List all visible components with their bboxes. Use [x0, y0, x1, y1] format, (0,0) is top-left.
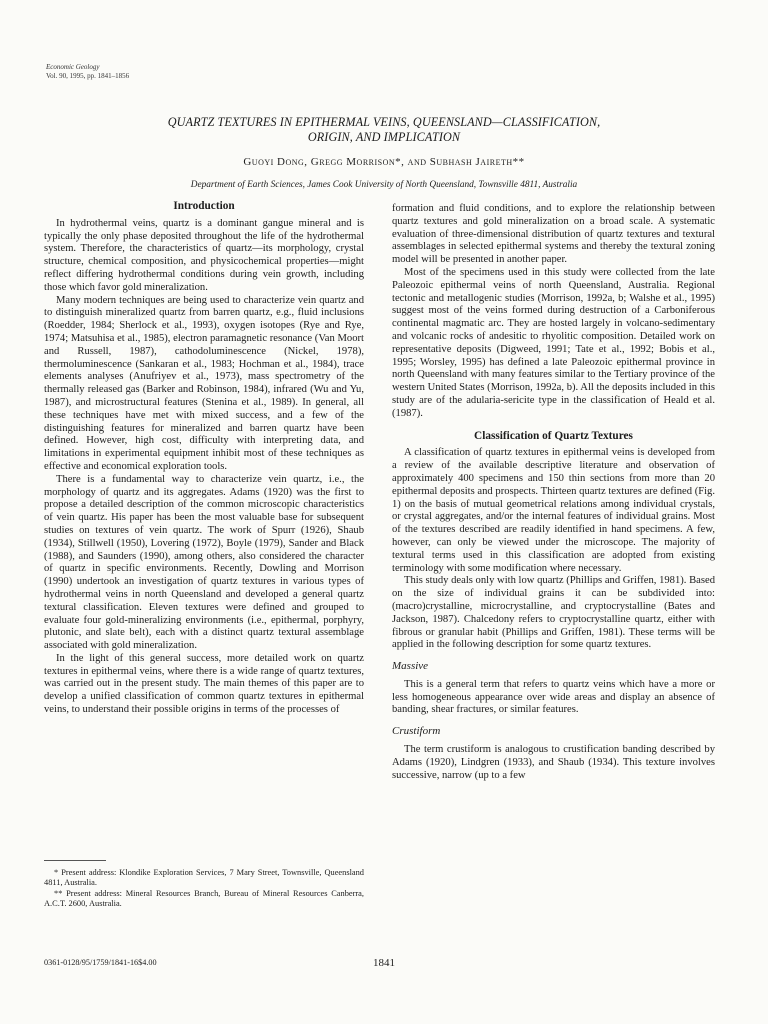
paragraph: The term crustiform is analogous to crustification banding described by Adams (1920), Lindgren (1933), and Shaub (1934). This texture involves successive, narrow (up to a few — [392, 744, 715, 781]
journal-name: Economic Geology — [46, 63, 100, 71]
section-heading-introduction: Introduction — [173, 200, 235, 212]
paragraph: In the light of this general success, more detailed work on quartz textures in epithermal veins, where there is a wide range of quartz textures, was carried out in the present study. The main themes of this paper are to develop a unified classification of common quartz textures in epithermal veins, to understand their possible origins in terms of the processes of — [44, 652, 364, 716]
right-column — [392, 203, 715, 782]
paragraph: Many modern techniques are being used to characterize vein quartz and to distinguish mineralized quartz from barren quartz, e.g., fluid inclusions (Roedder, 1984; Sherlock et al., 1993), oxygen isotopes (Rye and Rye, 1974; Matsuhisa et al., 1985), electron paramagnetic resonance (Van Moort and Russell, 1987), cathodoluminescence (Nickel, 1978), thermoluminescence (Sankaran et al., 1983; Hochman et al., 1984), trace elements analyses (Anufriyev et al., 1973), mass spectrometry of the thermally released gas (Barker and Robinson, 1984), infrared (Wu and Yu, 1987), and microstructural features (Stenina et al., 1989). In general, all these techniques have met with mixed success, and a few of the distinguishing features for mineralized and barren quartz have been defined. However, high cost, difficulty with interpreting data, and limitations in experimental equipment inhibit most of these techniques as effective and economical exploration tools. — [44, 294, 364, 472]
journal-citation — [46, 63, 129, 80]
paragraph: Most of the specimens used in this study were collected from the late Paleozoic epithermal veins of north Queensland, Australia. Regional tectonic and metallogenic studies (Morrison, 1992a, b; Walshe et al., 1995) suggest most of the veins formed during destruction of a Carboniferous continental magmatic arc. They are hosted largely in volcano-sedimentary and volcanic rocks of andesitic to rhyolitic composition. Detailed work on representative deposits (Digweed, 1991; Tate et al., 1992; Bobis et al., 1995; Worsley, 1995) has defined a late Paleozoic epithermal province in north Queensland with many features similar to the Tertiary province of the western United States (Morrison, 1992a, b). All the deposits included in this study are of the adularia-sericite type in the classification of Heald et al. (1987). — [392, 266, 715, 419]
subheading-massive: Massive — [392, 660, 429, 673]
paragraph: There is a fundamental way to characterize vein quartz, i.e., the morphology of quartz and its aggregates. Adams (1920) was the first to propose a detailed description of the common microscopic characteristics of vein quartz. His paper has been the most valuable base for subsequent studies on textures of vein quartz. The work of Spurr (1926), Shaub (1934), Stillwell (1950), Lovering (1972), Boyle (1979), Sander and Black (1988), and Saunders (1990), among others, also considered the character of quartz in specific environments. Recently, Dowling and Morrison (1990) undertook an investigation of quartz textures in various types of hydrothermal veins in north Queensland and developed a general quartz textural classification. Eleven textures were defined and grouped to evaluate four gold-mineralizing environments (i.e., epithermal, porphyry, plutonic, and slate belt), each with a distinct quartz textural assemblage associated with gold mineralization. — [44, 473, 364, 652]
title-line-2: ORIGIN, AND IMPLICATION — [307, 129, 461, 144]
footnotes — [44, 868, 364, 910]
left-column — [44, 200, 364, 717]
footnote: * Present address: Klondike Exploration Services, 7 Mary Street, Townsville, Queensland 4811, Australia. — [44, 868, 364, 888]
section-heading-classification: Classification of Quartz Textures — [474, 429, 633, 442]
paragraph: formation and fluid conditions, and to explore the relationship between quartz textures and gold mineralization on a broad scale. A systematic evaluation of three-dimensional distribution of quartz textures and textural assemblages in selected epithermal systems and thereby the textural zoning model will be presented in another paper. — [392, 203, 715, 266]
paragraph: This is a general term that refers to quartz veins which have a more or less homogeneous appearance over wide areas and display an absence of banding, shear fractures, or similar features. — [392, 678, 715, 716]
issn-code: 0361-0128/95/1759/1841-16$4.00 — [44, 958, 157, 967]
title-line-1: QUARTZ TEXTURES IN EPITHERMAL VEINS, QUEENSLAND—CLASSIFICATION, — [167, 115, 601, 129]
authors: Guoyi Dong, Gregg Morrison*, and Subhash Jaireth** — [243, 156, 525, 168]
journal-volume: Vol. 90, 1995, pp. 1841–1856 — [46, 71, 130, 80]
paper-title — [100, 115, 668, 144]
paragraph: In hydrothermal veins, quartz is a dominant gangue mineral and is typically the only phase deposited throughout the life of the hydrothermal system. Therefore, the characteristics of quartz—its morphology, crystal structure, chemical composition, and physicochemical properties—might reflect differing hydrothermal conditions during vein growth, including those which favor gold mineralization. — [44, 217, 364, 293]
paragraph: This study deals only with low quartz (Phillips and Griffen, 1981). Based on the size of individual grains it can be subdivided into: (macro)crystalline, microcrystalline, and cryptocrystalline (Bates and Jackson, 1987). Chalcedony refers to cryptocrystalline quartz, either with fibrous or granular habit (Phillips and Griffen, 1981). These terms will be applied in the following description for some quartz textures. — [392, 575, 715, 651]
subheading-crustiform: Crustiform — [392, 725, 441, 738]
footnote: ** Present address: Mineral Resources Branch, Bureau of Mineral Resources Canberra, A.C.T. 2600, Australia. — [44, 888, 364, 909]
paragraph: A classification of quartz textures in epithermal veins is developed from a review of the available descriptive literature and observation of approximately 400 specimens and 150 thin sections from more than 20 epithermal deposits and prospects. Thirteen quartz textures are defined (Fig. 1) on the basis of mutual geometrical relations among individual crystals, or crystal aggregates, and/or the internal features of individual grains. Most of the textures described are readily identified in hand specimens. A few, however, can only be viewed under the microscope. The majority of textural terms used in this classification are adopted from existing terminology with some modification where necessary. — [392, 447, 715, 574]
page-number: 1841 — [373, 957, 395, 969]
affiliation: Department of Earth Sciences, James Cook University of North Queensland, Townsville 4811, Australia — [190, 180, 578, 190]
footnote-divider — [44, 860, 106, 861]
